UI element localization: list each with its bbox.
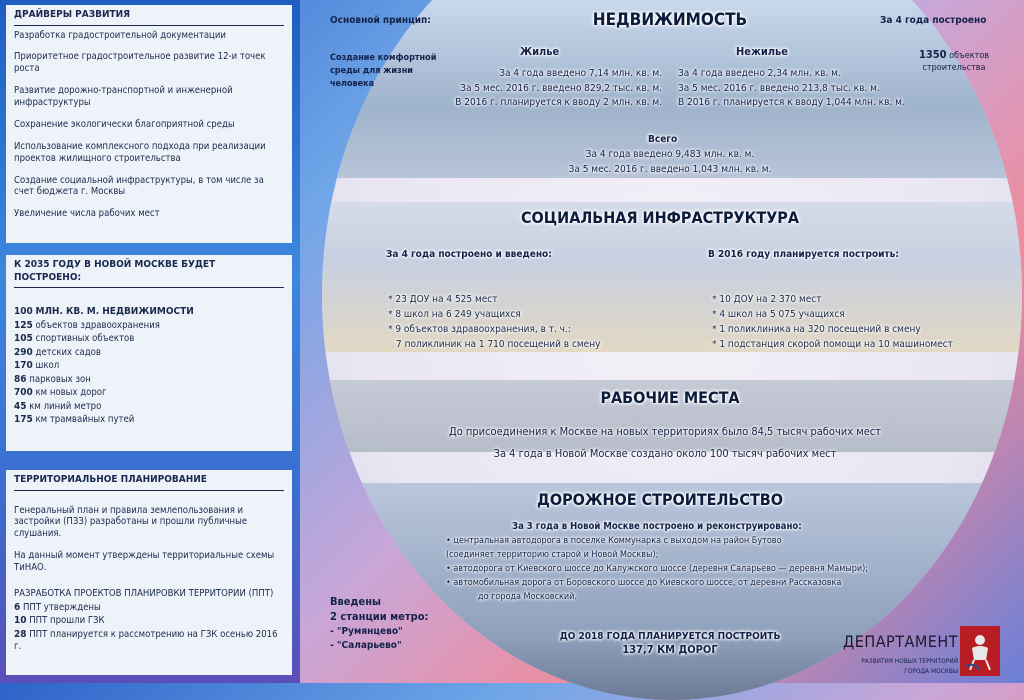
stat-line: 105 спортивных объектов <box>14 333 135 344</box>
principle-text: Создание комфортной среды для жизни человека <box>330 53 437 90</box>
driver-item: Сохранение экологически благоприятной среды <box>14 118 235 130</box>
driver-item: Развитие дорожно-транспортной и инженерной инфраструктуры <box>14 85 233 108</box>
social-title: СОЦИАЛЬНАЯ ИНФРАСТРУКТУРА <box>520 208 799 227</box>
social-right-label: В 2016 году планируется построить: <box>708 249 899 260</box>
department-block <box>838 630 958 676</box>
principle-label: Основной принцип: <box>330 15 431 26</box>
social-right-list: * 10 ДОУ на 2 370 мест * 4 школ на 5 075 учащихся * 1 поликлиника на 320 посещений в смену * 1 подстанция скорой помощи на 10 машиномест <box>712 294 953 350</box>
stat-line: 125 объектов здравоохранения <box>14 319 160 331</box>
driver-item: Использование комплексного подхода при реализации проектов жилищного строительства <box>14 140 266 164</box>
stat-line: 170 школ <box>14 360 60 371</box>
by2035-title: К 2035 ГОДУ В НОВОЙ МОСКВЕ БУДЕТ ПОСТРОЕНО: <box>14 259 284 288</box>
metro-block: Введены 2 станции метро: - "Румянцево" - "Саларьево" <box>330 595 429 651</box>
moscow-coat-of-arms-icon <box>960 626 1000 676</box>
stat-line: 290 детских садов <box>14 346 101 358</box>
driver-item: Создание социальной инфраструктуры, в том числе за счет бюджета г. Москвы <box>14 174 264 198</box>
department-sub: ГОРОДА МОСКВЫ <box>904 666 958 675</box>
department-name: ДЕПАРТАМЕНТ <box>843 632 958 651</box>
ppt-line: 10 ППТ прошли ГЗК <box>14 615 105 627</box>
roads-subtitle: За 3 года в Новой Москве построено и реконструировано: <box>512 521 802 532</box>
housing-lines: За 4 года введено 7,14 млн. кв. м. За 5 мес. 2016 г. введено 829,2 тыс. кв. м. В 2016 г. планируется к вводу 2 млн. кв. м. <box>455 68 662 108</box>
social-left-list: * 23 ДОУ на 4 525 мест * 8 школ на 6 249 учащихся * 9 объектов здравоохранения, в т. ч.: 7 поликлиник на 1 710 посещений в смену <box>388 294 601 350</box>
jobs-line2: За 4 года в Новой Москве создано около 100 тысяч рабочих мест <box>493 447 837 460</box>
total-lines: За 4 года введено 9,483 млн. кв. м. За 5 мес. 2016 г. введено 1,043 млн. кв. м. <box>568 149 772 175</box>
sidebar <box>0 0 300 683</box>
built-label: За 4 года построено <box>880 15 987 26</box>
ppt-line: 28 ППТ планируется к рассмотрению на ГЗК осенью 2016 г. <box>14 628 278 653</box>
planning-text: Генеральный план и правила землепользования и застройки (ПЗЗ) разработаны и прошли публичные слушания. <box>14 504 248 540</box>
nonhousing-lines: За 4 года введено 2,34 млн. кв. м. За 5 мес. 2016 г. введено 213,8 тыс. кв. м. В 2016 г. планируется к вводу 1,044 млн. кв. м. <box>678 68 905 108</box>
roads-list: • центральная автодорога в поселке Коммунарка с выходом на район Бутово (соединяет территорию старой и Новой Москвы); • автодорога от Киевского шоссе до Калужского шоссе (деревня Саларьево — деревня Мамыри); • автомобильная дорога от Боровского шоссе до Киевского шоссе, от деревни Рассказовка до города Московский. <box>446 536 869 602</box>
driver-item: Приоритетное градостроительное развитие 12-и точек роста <box>14 51 266 75</box>
driver-item: Увеличение числа рабочих мест <box>14 208 160 220</box>
stat-line: 100 МЛН. КВ. М. НЕДВИЖИМОСТИ <box>14 306 194 317</box>
jobs-line1: До присоединения к Москве на новых территориях было 84,5 тысяч рабочих мест <box>448 425 881 438</box>
ppt-line: 6 ППТ утверждены <box>14 601 101 613</box>
driver-item: Разработка градостроительной документации <box>14 29 226 41</box>
roads-plan: ДО 2018 ГОДА ПЛАНИРУЕТСЯ ПОСТРОИТЬ 137,7 КМ ДОРОГ <box>559 631 781 656</box>
stat-line: 700 км новых дорог <box>14 387 107 398</box>
total-label: Всего <box>648 134 678 145</box>
stat-line: 45 км линий метро <box>14 400 102 412</box>
roads-title: ДОРОЖНОЕ СТРОИТЕЛЬСТВО <box>537 490 783 509</box>
department-sub: РАЗВИТИЯ НОВЫХ ТЕРРИТОРИЙ <box>861 657 958 666</box>
planning-text: На данный момент утверждены территориальные схемы ТиНАО. <box>14 550 275 573</box>
built-stat: 1350 объектов строительства <box>918 48 990 73</box>
drivers-title: ДРАЙВЕРЫ РАЗВИТИЯ <box>14 9 284 26</box>
stat-line: 175 км трамвайных путей <box>14 414 135 425</box>
realty-title: НЕДВИЖИМОСТЬ <box>592 10 748 30</box>
stat-line: 86 парковых зон <box>14 373 91 385</box>
nonhousing-label: Нежилье <box>736 45 789 58</box>
planning-panel <box>6 470 292 675</box>
drivers-panel <box>6 5 292 243</box>
social-left-label: За 4 года построено и введено: <box>386 249 552 260</box>
housing-label: Жилье <box>520 45 560 58</box>
ppt-title: РАЗРАБОТКА ПРОЕКТОВ ПЛАНИРОВКИ ТЕРРИТОРИИ (ППТ) <box>14 587 274 599</box>
by2035-panel <box>6 255 292 451</box>
jobs-title: РАБОЧИЕ МЕСТА <box>600 388 740 407</box>
planning-title: ТЕРРИТОРИАЛЬНОЕ ПЛАНИРОВАНИЕ <box>14 474 284 491</box>
